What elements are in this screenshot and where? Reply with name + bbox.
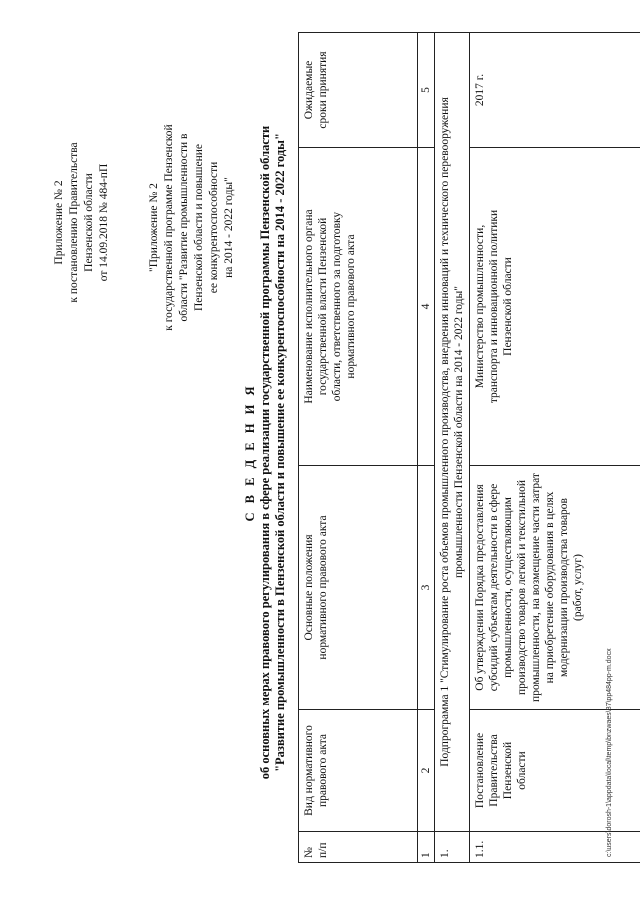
header-cell-provisions: Основные положения нормативного правового акта bbox=[299, 466, 418, 710]
column-number-1: 1 bbox=[418, 832, 435, 863]
row-authority: Министерство промышленности, транспорта и инновационной политики Пензенской области bbox=[470, 148, 640, 466]
table-header-row bbox=[299, 33, 418, 863]
measures-table bbox=[298, 32, 640, 863]
column-number-2: 2 bbox=[418, 710, 435, 832]
column-number-3: 3 bbox=[418, 466, 435, 710]
appendix-order-reference: Приложение № 2 к постановлению Правительства Пензенской области от 14.09.2018 № 484-пП bbox=[53, 142, 110, 303]
row-act-type: Постановление Правительства Пензенской области bbox=[470, 710, 640, 832]
header-cell-act-type: Вид нормативного правового акта bbox=[299, 710, 418, 832]
appendix-program-reference: "Приложение № 2 к государственной программе Пензенской области "Развитие промышленности в Пензенской области и повышение ее конкурентоспособности на 2014 - 2022 годы" bbox=[148, 124, 235, 331]
document-title bbox=[243, 40, 288, 865]
header-cell-num: № п/п bbox=[299, 832, 418, 863]
subprogram-row bbox=[435, 33, 470, 863]
title-line-3: "Развитие промышленности в Пензенской области и повышение ее конкурентоспособности на 2014 - 2022 годы" bbox=[273, 133, 287, 772]
row-provisions: Об утверждении Порядка предоставления субсидий субъектам деятельности в сфере промышленности, осуществляющим производство товаров легкой и текстильной промышленности, на возмещение части затрат на приобретение оборудования в целях модернизации производства товаров (работ, услуг) bbox=[470, 466, 640, 710]
column-number-5: 5 bbox=[418, 33, 435, 148]
title-main: С В Е Д Е Н И Я bbox=[243, 383, 257, 522]
subprogram-num: 1. bbox=[435, 832, 470, 863]
row-num: 1.1. bbox=[470, 832, 640, 863]
header-cell-authority: Наименование исполнительного органа государственной власти Пензенской области, ответственного за подготовку нормативного правового акта bbox=[299, 148, 418, 466]
file-path-footer: c:\users\dorosh-1\appdata\local\temp\bnzwaes\87\pp484pp-m.docx bbox=[606, 648, 613, 857]
title-line-2: об основных мерах правового регулирования в сфере реализации государственной программы Пензенской области bbox=[258, 125, 272, 780]
table-number-row bbox=[418, 33, 435, 863]
header-cell-term: Ожидаемые сроки принятия bbox=[299, 33, 418, 148]
table-row bbox=[470, 33, 640, 863]
column-number-4: 4 bbox=[418, 148, 435, 466]
row-term: 2017 г. bbox=[470, 33, 640, 148]
subprogram-title: Подпрограмма 1 "Стимулирование роста объемов промышленного производства, внедрения инноваций и технического перевооружения промышленности Пензенской области на 2014 - 2022 годы" bbox=[435, 33, 470, 832]
